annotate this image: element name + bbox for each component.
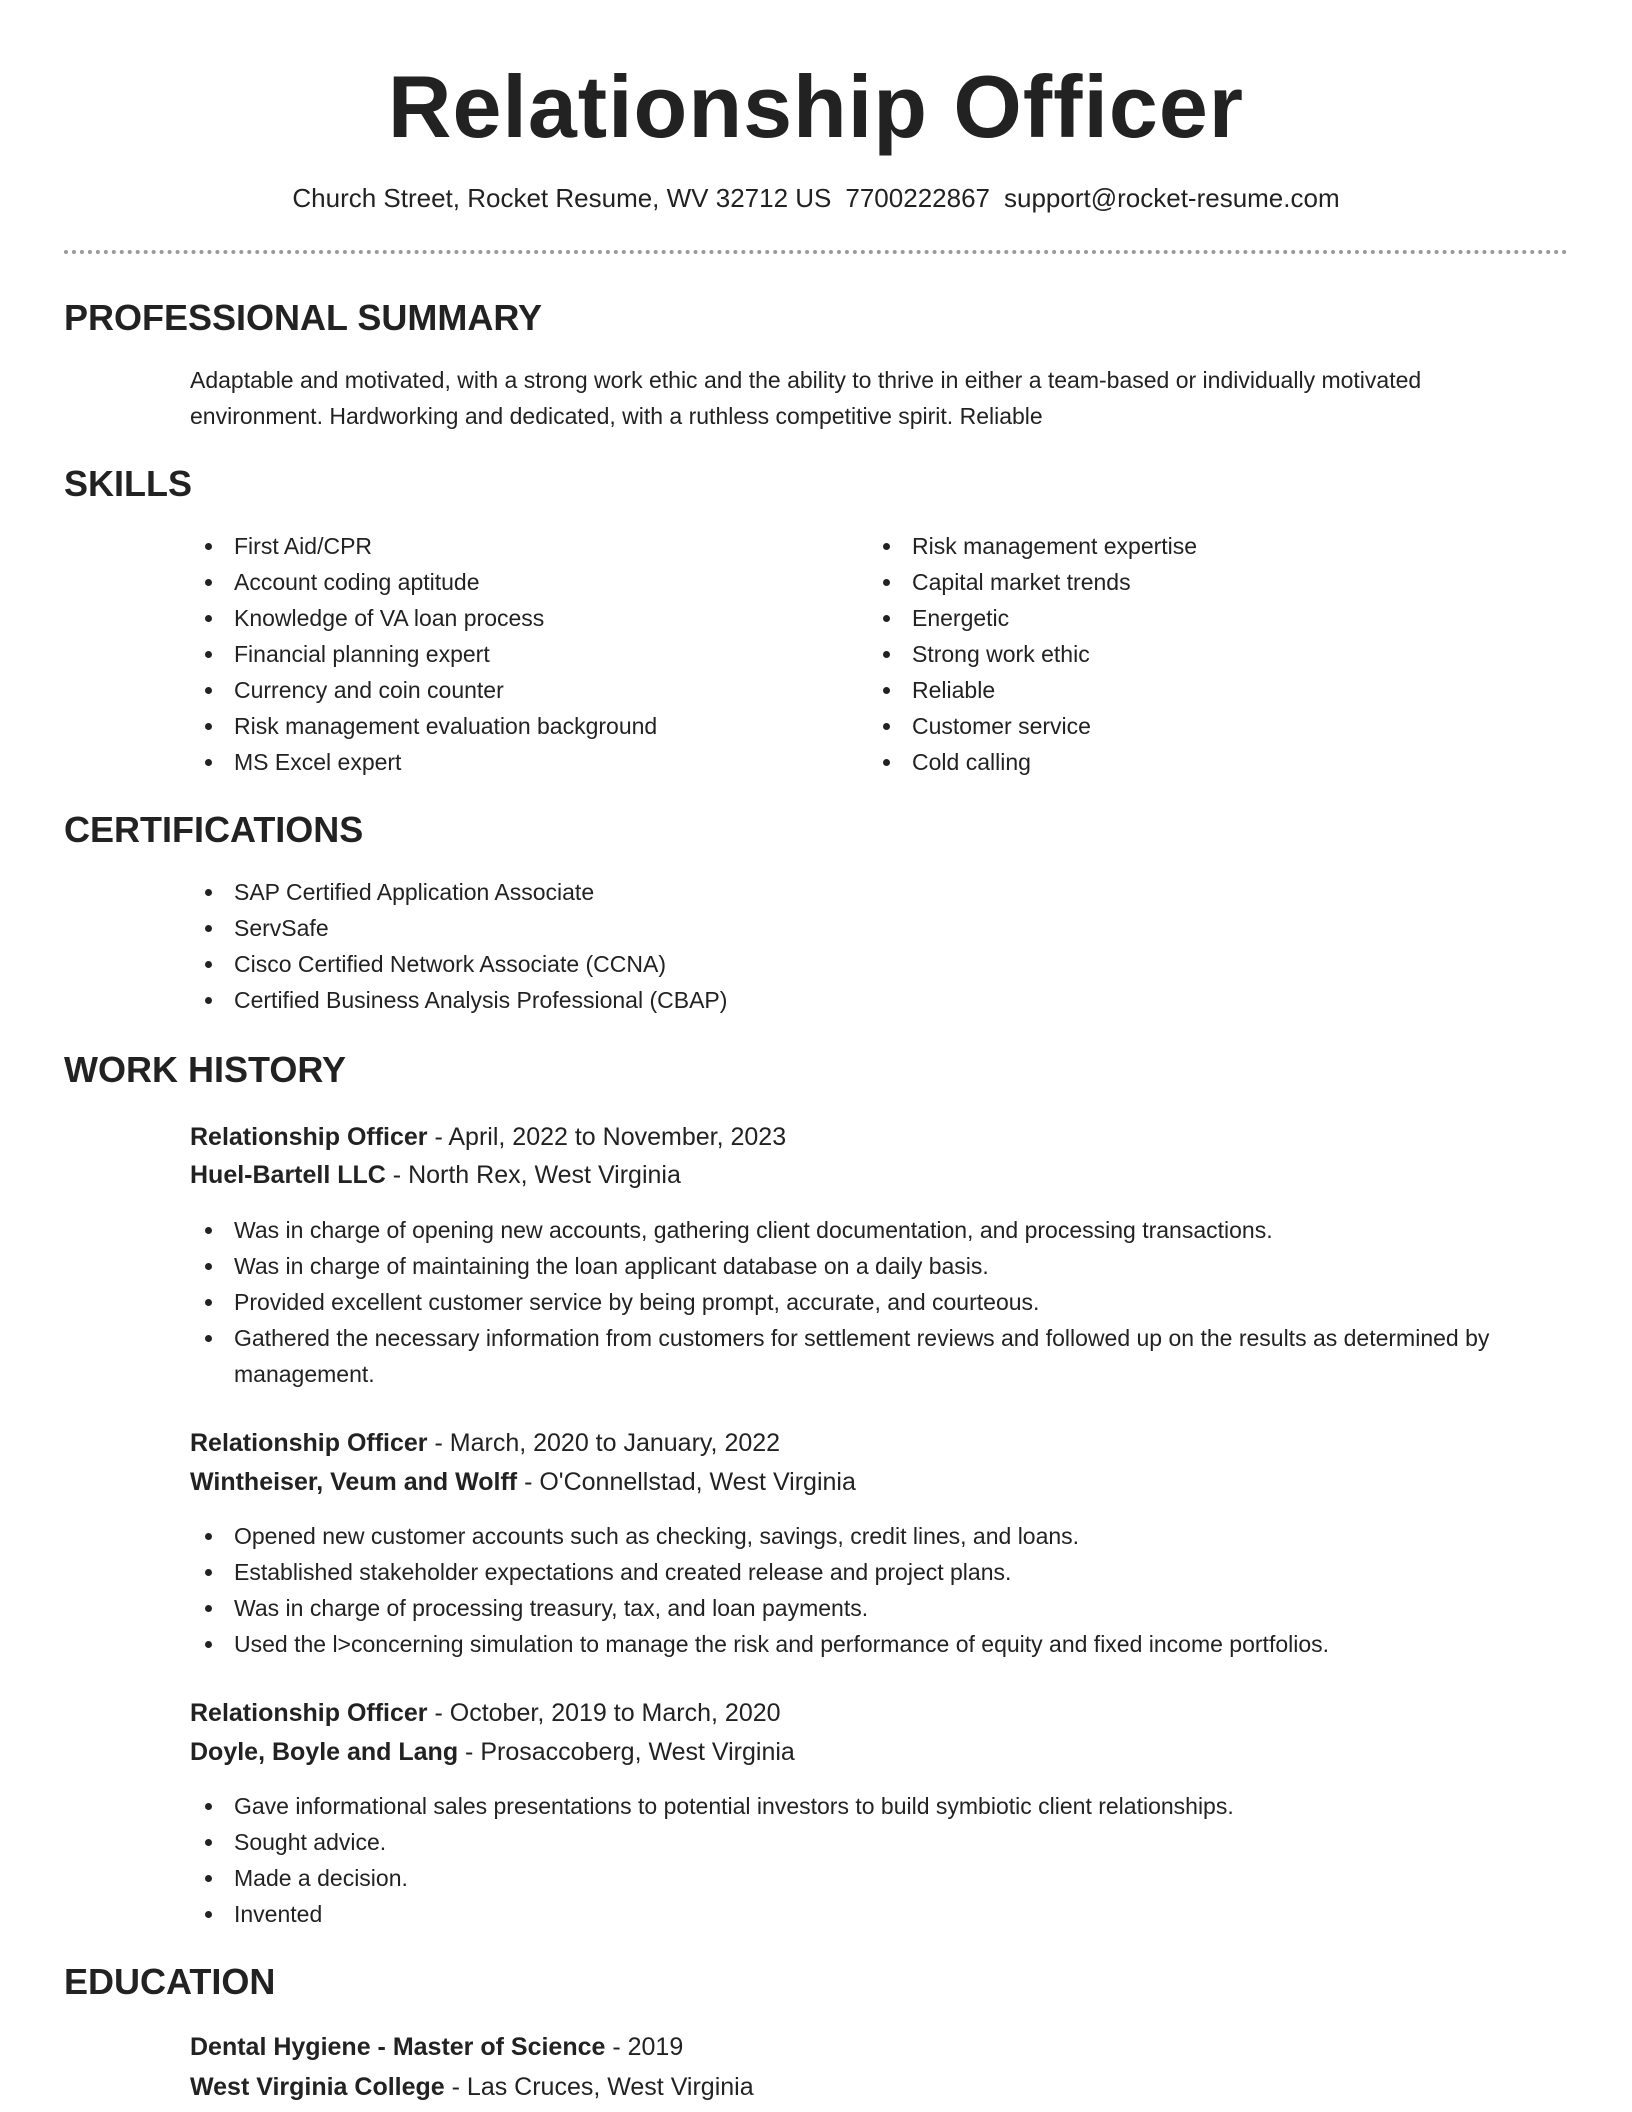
- job-title-line: [190, 1694, 781, 1732]
- job-company-line: [190, 1156, 681, 1194]
- skill-item: Risk management evaluation background: [190, 708, 830, 744]
- job-bullets: [190, 1518, 1580, 1662]
- job-bullet: Provided excellent customer service by being prompt, accurate, and courteous.: [190, 1284, 1580, 1320]
- certification-item: ServSafe: [190, 910, 1560, 946]
- job-dates: - October, 2019 to March, 2020: [427, 1699, 781, 1727]
- job-bullet: Gave informational sales presentations to potential investors to build symbiotic client relationships.: [190, 1788, 1580, 1824]
- education-year: - 2019: [605, 2033, 684, 2061]
- certification-item: Cisco Certified Network Associate (CCNA): [190, 946, 1560, 982]
- contact-address: Church Street, Rocket Resume, WV 32712 US: [292, 183, 832, 213]
- certification-item: SAP Certified Application Associate: [190, 874, 1560, 910]
- job-role: Relationship Officer: [190, 1429, 428, 1457]
- skill-item: Capital market trends: [868, 564, 1508, 600]
- job-bullet: Sought advice.: [190, 1824, 1580, 1860]
- certification-item: Certified Business Analysis Professional (CBAP): [190, 982, 1560, 1018]
- work-history-heading: WORK HISTORY: [64, 1049, 347, 1090]
- skill-item: Currency and coin counter: [190, 672, 830, 708]
- job-bullet: Was in charge of opening new accounts, gathering client documentation, and processing transactions.: [190, 1212, 1580, 1248]
- skill-item: Account coding aptitude: [190, 564, 830, 600]
- job-bullet: Opened new customer accounts such as checking, savings, credit lines, and loans.: [190, 1518, 1580, 1554]
- job-title-line: [190, 1118, 786, 1156]
- job-role: Relationship Officer: [190, 1123, 428, 1151]
- education-location: - Las Cruces, West Virginia: [444, 2073, 754, 2101]
- education-heading: EDUCATION: [64, 1961, 276, 2002]
- education-degree: Dental Hygiene - Master of Science: [190, 2033, 606, 2061]
- job-location: - North Rex, West Virginia: [385, 1161, 681, 1189]
- education-degree-line: [190, 2028, 683, 2066]
- contact-email: support@rocket-resume.com: [1004, 183, 1340, 213]
- skill-item: Financial planning expert: [190, 636, 830, 672]
- skill-item: Energetic: [868, 600, 1508, 636]
- job-bullet: Established stakeholder expectations and created release and project plans.: [190, 1554, 1580, 1590]
- skill-item: Strong work ethic: [868, 636, 1508, 672]
- job-role: Relationship Officer: [190, 1699, 428, 1727]
- header-divider: [64, 250, 1568, 254]
- job-location: - O'Connellstad, West Virginia: [517, 1468, 856, 1496]
- job-title-line: [190, 1424, 780, 1462]
- skill-item: Reliable: [868, 672, 1508, 708]
- job-company: Doyle, Boyle and Lang: [190, 1738, 459, 1766]
- job-bullet: Made a decision.: [190, 1860, 1580, 1896]
- job-dates: - April, 2022 to November, 2023: [427, 1123, 787, 1151]
- skill-item: First Aid/CPR: [190, 528, 830, 564]
- skills-list-left: [190, 528, 830, 780]
- contact-phone: 7700222867: [845, 183, 990, 213]
- skill-item: Customer service: [868, 708, 1508, 744]
- job-bullet: Used the l>concerning simulation to manage the risk and performance of equity and fixed income portfolios.: [190, 1626, 1580, 1662]
- job-company-line: [190, 1733, 795, 1771]
- candidate-name: Relationship Officer: [387, 57, 1245, 156]
- job-location: - Prosaccoberg, West Virginia: [458, 1738, 795, 1766]
- education-school: West Virginia College: [190, 2073, 445, 2101]
- job-bullet: Was in charge of maintaining the loan applicant database on a daily basis.: [190, 1248, 1580, 1284]
- job-company: Wintheiser, Veum and Wolff: [190, 1468, 518, 1496]
- job-bullets: [190, 1788, 1580, 1932]
- job-bullets: [190, 1212, 1580, 1392]
- skill-item: MS Excel expert: [190, 744, 830, 780]
- skill-item: Knowledge of VA loan process: [190, 600, 830, 636]
- job-bullet: Gathered the necessary information from customers for settlement reviews and followed up on the results as determined by management.: [190, 1320, 1580, 1392]
- job-company: Huel-Bartell LLC: [190, 1161, 386, 1189]
- education-school-line: [190, 2068, 754, 2106]
- certifications-list: [190, 874, 1560, 1018]
- job-bullet: Was in charge of processing treasury, tax, and loan payments.: [190, 1590, 1580, 1626]
- skill-item: Risk management expertise: [868, 528, 1508, 564]
- skills-list-right: [868, 528, 1508, 780]
- certifications-heading: CERTIFICATIONS: [64, 809, 364, 850]
- summary-text: Adaptable and motivated, with a strong work ethic and the ability to thrive in either a team-based or individually motivated environment. Hardworking and dedicated, with a ruthless competitive spirit. Reliable: [190, 367, 1422, 429]
- skills-heading: SKILLS: [64, 463, 193, 504]
- job-dates: - March, 2020 to January, 2022: [427, 1429, 781, 1457]
- job-bullet: Invented: [190, 1896, 1580, 1932]
- job-company-line: [190, 1463, 856, 1501]
- skill-item: Cold calling: [868, 744, 1508, 780]
- contact-line: [0, 180, 1632, 216]
- summary-heading: PROFESSIONAL SUMMARY: [64, 297, 543, 338]
